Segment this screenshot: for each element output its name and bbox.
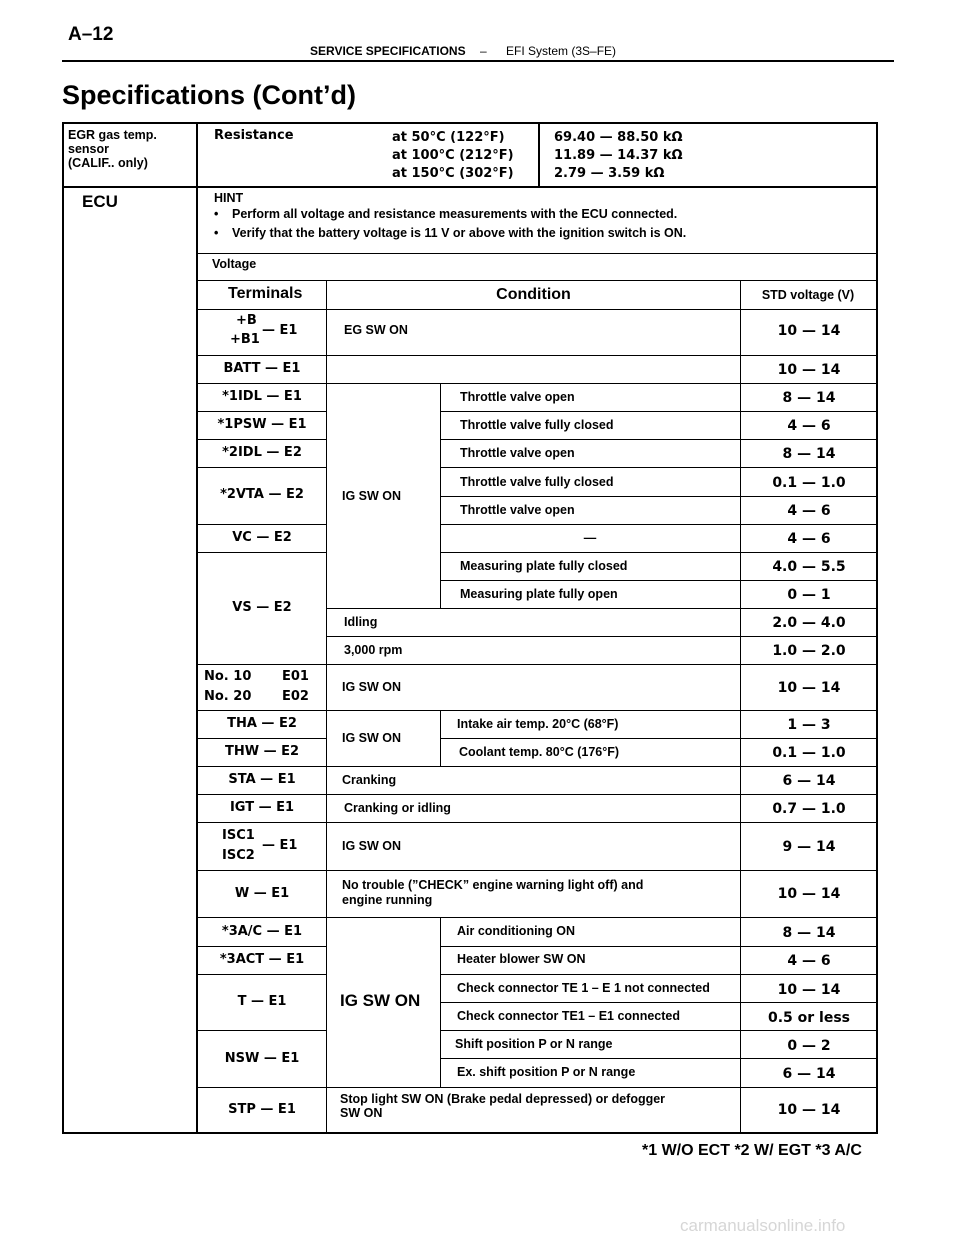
std-value-2: 10 — 14 bbox=[777, 362, 841, 378]
cond-ig-sw-on-5: IG SW ON bbox=[340, 991, 421, 1010]
cond-heater: Heater blower SW ON bbox=[457, 952, 586, 966]
std-value-1: 10 — 14 bbox=[777, 323, 841, 339]
egr-temp-3: at 150°C (302°F) bbox=[392, 166, 514, 181]
cond-te1-not-connected: Check connector TE 1 – E 1 not connected bbox=[457, 981, 710, 995]
cond-ac-on: Air conditioning ON bbox=[457, 924, 576, 938]
egr-value-1: 69.40 — 88.50 kΩ bbox=[554, 130, 683, 145]
watermark: carmanualsonline.info bbox=[680, 1216, 846, 1235]
header-rule bbox=[62, 60, 894, 62]
cond-ex-shift: Ex. shift position P or N range bbox=[457, 1065, 636, 1079]
page-number: A–12 bbox=[68, 24, 114, 45]
cond-mp-open: Measuring plate fully open bbox=[460, 587, 618, 601]
terminal-thw: THW — E2 bbox=[224, 744, 300, 759]
std-value-24: 0 — 2 bbox=[787, 1038, 831, 1054]
std-value-10: 0 — 1 bbox=[787, 587, 831, 603]
terminal-vta: *2VTA — E2 bbox=[220, 487, 304, 502]
std-value-23: 0.5 or less bbox=[767, 1010, 851, 1026]
egr-resistance-label: Resistance bbox=[214, 128, 294, 143]
cond-dash: — bbox=[583, 531, 597, 545]
terminal-stp: STP — E1 bbox=[228, 1102, 296, 1117]
terminal-no10: No. 10 bbox=[204, 669, 252, 684]
terminal-nsw: NSW — E1 bbox=[224, 1051, 300, 1066]
terminal-sta: STA — E1 bbox=[228, 772, 296, 787]
cond-3000rpm: 3,000 rpm bbox=[344, 643, 403, 657]
cond-intake-temp: Intake air temp. 20°C (68°F) bbox=[457, 717, 619, 731]
bullet-icon: • bbox=[214, 207, 219, 221]
terminal-w: W — E1 bbox=[234, 886, 290, 901]
header-separator: – bbox=[480, 44, 487, 58]
std-value-15: 0.1 — 1.0 bbox=[772, 745, 846, 761]
terminal-isc-e1: — E1 bbox=[262, 838, 298, 853]
egr-temp-2: at 100°C (212°F) bbox=[392, 148, 514, 163]
page-title: Specifications (Cont’d) bbox=[62, 80, 357, 110]
egr-label-2: sensor bbox=[68, 142, 109, 156]
cond-coolant-temp: Coolant temp. 80°C (176°F) bbox=[459, 745, 620, 759]
hint-title: HINT bbox=[214, 191, 244, 205]
terminal-psw: *1PSW — E1 bbox=[217, 417, 307, 432]
egr-value-2: 11.89 — 14.37 kΩ bbox=[554, 148, 683, 163]
cond-stop-light-2: SW ON bbox=[340, 1106, 383, 1120]
std-value-20: 8 — 14 bbox=[782, 925, 836, 941]
terminal-vs: VS — E2 bbox=[232, 600, 292, 615]
terminal-isc2: ISC2 bbox=[222, 848, 255, 863]
terminal-b-e1: — E1 bbox=[262, 323, 298, 338]
ecu-label: ECU bbox=[82, 192, 118, 211]
hint-item-1 bbox=[214, 207, 677, 221]
cond-ig-sw-on-block: IG SW ON bbox=[342, 489, 402, 503]
cond-tv-open-1: Throttle valve open bbox=[460, 390, 575, 404]
footnote: *1 W/O ECT *2 W/ EGT *3 A/C bbox=[642, 1142, 862, 1159]
terminal-b1: +B1 bbox=[230, 332, 260, 347]
terminal-batt: BATT — E1 bbox=[223, 361, 301, 376]
cond-stop-light-1: Stop light SW ON (Brake pedal depressed) or defogger bbox=[340, 1092, 666, 1106]
voltage-label: Voltage bbox=[212, 257, 257, 271]
header-system: EFI System (3S–FE) bbox=[506, 44, 617, 58]
hint-text-2: Verify that the battery voltage is 11 V or above with the ignition switch is ON. bbox=[232, 226, 687, 240]
cond-no-trouble-1: No trouble (”CHECK” engine warning light off) and bbox=[342, 878, 644, 892]
egr-label-3: (CALIF.. only) bbox=[68, 156, 148, 170]
std-value-26: 10 — 14 bbox=[777, 1102, 841, 1118]
cond-tv-open-2: Throttle valve open bbox=[460, 446, 575, 460]
cond-tv-open-3: Throttle valve open bbox=[460, 503, 575, 517]
std-value-5: 8 — 14 bbox=[782, 446, 836, 462]
terminal-b: +B bbox=[236, 313, 257, 328]
cond-shift-pn: Shift position P or N range bbox=[455, 1037, 613, 1051]
bullet-icon: • bbox=[214, 226, 219, 240]
std-value-18: 9 — 14 bbox=[782, 839, 836, 855]
cond-mp-closed: Measuring plate fully closed bbox=[460, 559, 628, 573]
std-value-17: 0.7 — 1.0 bbox=[772, 801, 846, 817]
cond-ig-sw-on-4: IG SW ON bbox=[342, 839, 402, 853]
std-value-6: 0.1 — 1.0 bbox=[772, 475, 846, 491]
header-section: SERVICE SPECIFICATIONS bbox=[310, 44, 466, 58]
std-value-21: 4 — 6 bbox=[787, 953, 831, 969]
std-value-22: 10 — 14 bbox=[777, 982, 841, 998]
std-value-13: 10 — 14 bbox=[777, 680, 841, 696]
cond-eg-sw-on: EG SW ON bbox=[344, 323, 408, 337]
std-value-8: 4 — 6 bbox=[787, 531, 831, 547]
std-value-4: 4 — 6 bbox=[787, 418, 831, 434]
terminal-tha: THA — E2 bbox=[227, 716, 297, 731]
cond-cranking: Cranking bbox=[342, 773, 397, 787]
terminal-t: T — E1 bbox=[237, 994, 287, 1009]
cond-ig-sw-on-3: IG SW ON bbox=[342, 731, 402, 745]
egr-temp-1: at 50°C (122°F) bbox=[392, 130, 505, 145]
col-condition: Condition bbox=[496, 286, 571, 303]
terminal-vc: VC — E2 bbox=[232, 530, 292, 545]
std-value-14: 1 — 3 bbox=[787, 717, 831, 733]
col-terminals: Terminals bbox=[228, 285, 303, 302]
terminal-e01: E01 bbox=[282, 669, 309, 684]
terminal-idl1: *1IDL — E1 bbox=[222, 389, 302, 404]
cond-idling: Idling bbox=[344, 615, 378, 629]
hint-item-2 bbox=[214, 226, 686, 240]
std-value-11: 2.0 — 4.0 bbox=[772, 615, 846, 631]
cond-cranking-idling: Cranking or idling bbox=[344, 801, 451, 815]
std-value-25: 6 — 14 bbox=[782, 1066, 836, 1082]
terminal-igt: IGT — E1 bbox=[229, 800, 295, 815]
std-value-3: 8 — 14 bbox=[782, 390, 836, 406]
cond-ig-sw-on-2: IG SW ON bbox=[342, 680, 402, 694]
cond-te1-connected: Check connector TE1 – E1 connected bbox=[457, 1009, 680, 1023]
egr-label-1: EGR gas temp. bbox=[68, 128, 157, 142]
std-value-19: 10 — 14 bbox=[777, 886, 841, 902]
std-value-12: 1.0 — 2.0 bbox=[772, 643, 846, 659]
terminal-act: *3ACT — E1 bbox=[219, 952, 305, 967]
terminal-idl2: *2IDL — E2 bbox=[222, 445, 302, 460]
std-value-16: 6 — 14 bbox=[782, 773, 836, 789]
std-value-9: 4.0 — 5.5 bbox=[772, 559, 846, 575]
cond-tv-closed-2: Throttle valve fully closed bbox=[460, 475, 614, 489]
hint-text-1: Perform all voltage and resistance measurements with the ECU connected. bbox=[232, 207, 678, 221]
std-value-7: 4 — 6 bbox=[787, 503, 831, 519]
cond-tv-closed-1: Throttle valve fully closed bbox=[460, 418, 614, 432]
egr-value-3: 2.79 — 3.59 kΩ bbox=[554, 166, 665, 181]
terminal-isc1: ISC1 bbox=[222, 828, 255, 843]
col-std-voltage: STD voltage (V) bbox=[761, 288, 855, 302]
cond-no-trouble-2: engine running bbox=[342, 893, 433, 907]
terminal-e02: E02 bbox=[282, 689, 309, 704]
terminal-no20: No. 20 bbox=[204, 689, 252, 704]
terminal-ac: *3A/C — E1 bbox=[221, 924, 303, 939]
